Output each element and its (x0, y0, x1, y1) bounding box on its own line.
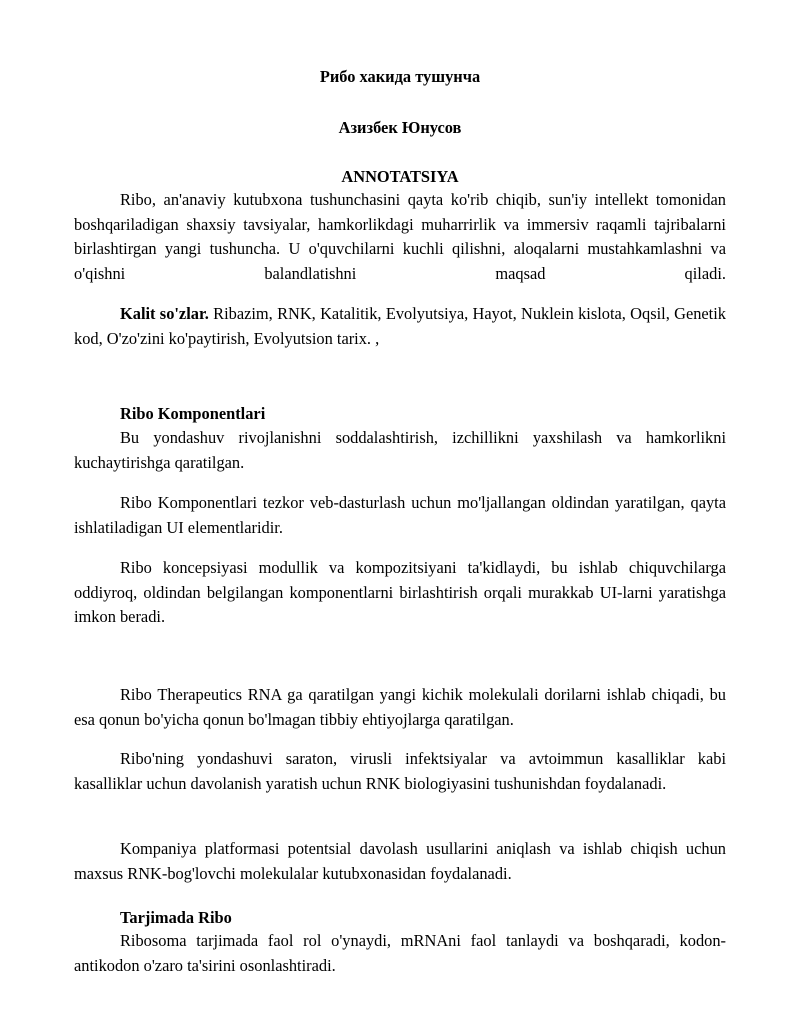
section-heading-tarjimada-ribo: Tarjimada Ribo (120, 908, 232, 927)
annotation-heading: ANNOTATSIYA (341, 167, 459, 186)
annotation-paragraph: Ribo, an'anaviy kutubxona tushunchasini qayta ko'rib chiqib, sun'iy intellekt tomonidan boshqariladigan shaxsiy tavsiyalar, hamkorlikdagi muharrirlik va immersiv raqamli tajribalarni birlashtirgan yangi tushuncha. U o'quvchilarni kuchli qilishni, aloqalarni mustahkamlashni va o'qishni balandlatishni maqsad qiladi. (74, 190, 726, 283)
keywords-label: Kalit so'zlar. (120, 304, 209, 323)
keywords-text: Ribazim, RNK, Katalitik, Evolyutsiya, Hayot, Nuklein kislota, Oqsil, Genetik kod, O'zo'zini ko'paytirish, Evolyutsion tarix. , (74, 304, 726, 348)
section1-paragraph-2: Ribo Komponentlari tezkor veb-dasturlash uchun mo'ljallangan oldindan yaratilgan, qayta ishlatiladigan UI elementlaridir. (74, 493, 726, 537)
keywords-paragraph (74, 302, 726, 351)
section2-paragraph-1: Ribo Therapeutics RNA ga qaratilgan yangi kichik molekulali dorilarni ishlab chiqadi, bu esa qonun bo'yicha qonun bo'lmagan tibbiy ehtiyojlarga qaratilgan. (74, 685, 726, 729)
document-title: Рибо хакида тушунча (319, 67, 481, 86)
section3-paragraph-1: Ribosoma tarjimada faol rol o'ynaydi, mRNAni faol tanlaydi va boshqaradi, kodon-antikodon o'zaro ta'sirini osonlashtiradi. (74, 931, 726, 975)
section2-paragraph-3: Kompaniya platformasi potentsial davolash usullarini aniqlash va ishlab chiqish uchun maxsus RNK-bog'lovchi molekulalar kutubxonasidan foydalanadi. (74, 839, 726, 883)
section-heading-ribo-komponentlari: Ribo Komponentlari (120, 404, 266, 423)
section1-paragraph-3: Ribo koncepsiyasi modullik va kompozitsiyani ta'kidlaydi, bu ishlab chiquvchilarga oddiyroq, oldindan belgilangan komponentlarni birlashtirish orqali murakkab UI-larni yaratishga imkon beradi. (74, 558, 726, 626)
section2-paragraph-2: Ribo'ning yondashuvi saraton, virusli infektsiyalar va avtoimmun kasalliklar kabi kasalliklar uchun davolanish yaratish uchun RNK biologiyasini tushunishdan foydalanadi. (74, 749, 726, 793)
section1-paragraph-1: Bu yondashuv rivojlanishni soddalashtirish, izchillikni yaxshilash va hamkorlikni kuchaytirishga qaratilgan. (74, 428, 726, 472)
author-name: Азизбек Юнусов (338, 118, 462, 137)
